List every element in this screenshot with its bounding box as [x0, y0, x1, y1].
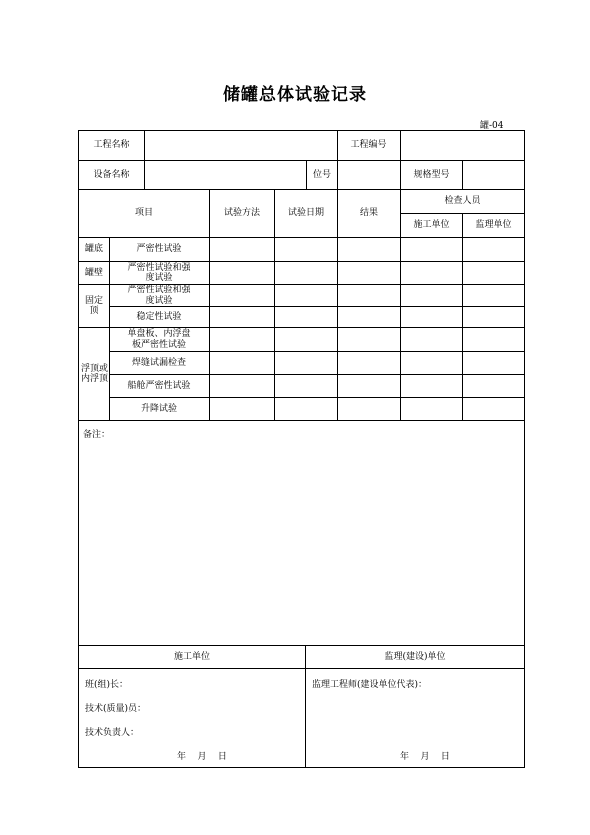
grid-line: [462, 213, 463, 420]
spec-field[interactable]: [463, 161, 524, 189]
item-name: 严密性试验和强度试验: [127, 262, 191, 283]
sign-left-header: 施工单位: [173, 651, 210, 662]
group-label: 固定顶: [84, 295, 103, 316]
col-method: 试验方法: [223, 208, 260, 219]
team-leader-label: 班(组)长：: [85, 680, 129, 690]
col-result: 结果: [359, 208, 378, 219]
item-name: 船舱严密性试验: [127, 380, 191, 391]
project-name-field[interactable]: [145, 131, 337, 160]
grid-line: [79, 420, 524, 421]
item-name: 升降试验: [140, 403, 177, 414]
supervisor-label: 监理工程师(建设单位代表)：: [312, 680, 428, 690]
date-right: 年 月 日: [400, 752, 450, 762]
col-item: 项目: [134, 208, 153, 219]
item-name: 严密性试验和强度试验: [127, 285, 191, 306]
col-construction: 施工单位: [413, 220, 450, 231]
grid-line: [79, 668, 524, 669]
item-name: 单盘板、内浮盘板严密性试验: [127, 329, 191, 350]
group-label: 浮顶或内浮顶: [80, 363, 108, 384]
project-name-label: 工程名称: [93, 140, 130, 151]
item-name: 严密性试验: [136, 244, 182, 255]
tech-lead-label: 技术负责人：: [85, 728, 140, 738]
remarks-label: 备注：: [83, 430, 111, 440]
item-name: 稳定性试验: [136, 311, 182, 322]
position-field[interactable]: [338, 161, 400, 189]
project-no-label: 工程编号: [350, 140, 387, 151]
project-no-field[interactable]: [401, 131, 524, 160]
form-code: 罐-04: [480, 121, 504, 131]
item-name: 焊缝试漏检查: [131, 357, 186, 368]
position-label: 位号: [312, 169, 331, 180]
sign-right-header: 监理(建设)单位: [384, 651, 446, 662]
spec-label: 规格型号: [413, 169, 450, 180]
grid-line: [109, 237, 110, 420]
record-form: [78, 130, 525, 768]
group-label: 罐底: [84, 244, 103, 255]
col-supervision: 监理单位: [475, 220, 512, 231]
equipment-name-field[interactable]: [145, 161, 306, 189]
col-date: 试验日期: [287, 208, 324, 219]
form-title: 储罐总体试验记录: [223, 85, 367, 105]
group-label: 罐壁: [84, 267, 103, 278]
date-left: 年 月 日: [177, 752, 227, 762]
tech-quality-label: 技术(质量)员：: [85, 704, 147, 714]
equipment-name-label: 设备名称: [93, 169, 130, 180]
col-inspectors: 检查人员: [444, 196, 481, 207]
